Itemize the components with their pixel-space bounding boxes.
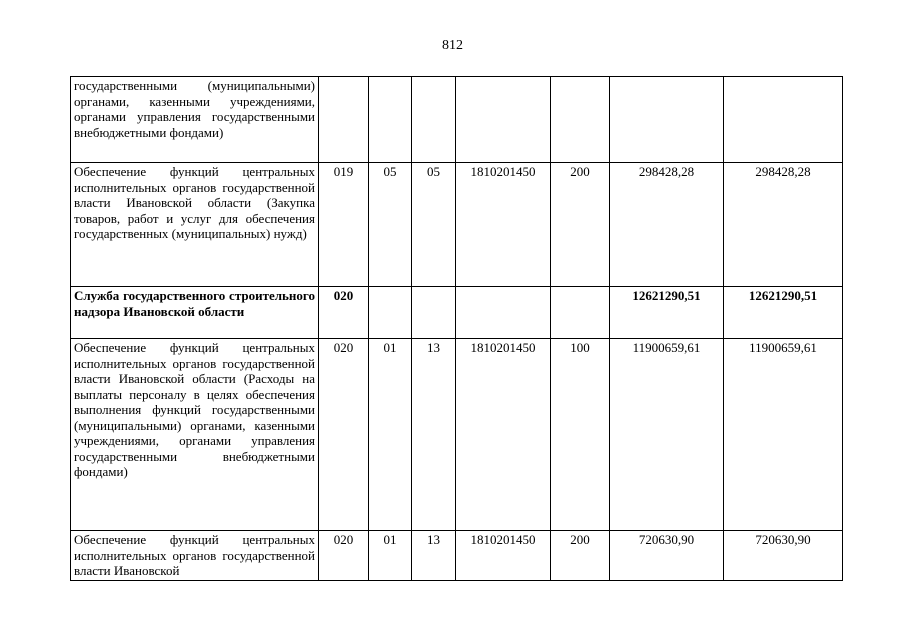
amount-year-2: 298428,28 [724,163,843,287]
subsection-code: 13 [412,339,456,531]
expense-type-code: 100 [551,339,610,531]
target-article-code: 1810201450 [456,339,551,531]
amount-year-2 [724,77,843,163]
table-row [71,339,843,531]
row-description: Служба государственного строительного надзора Ивановской области [71,287,319,339]
target-article-code [456,77,551,163]
table-row [71,163,843,287]
amount-year-1: 720630,90 [610,531,724,581]
target-article-code: 1810201450 [456,531,551,581]
row-description: Обеспечение функций центральных исполнительных органов государственной власти Ивановской области (Закупка товаров, работ и услуг для обеспечения государственных (муниципальных) нужд) [71,163,319,287]
expense-type-code: 200 [551,531,610,581]
subsection-code: 13 [412,531,456,581]
ministry-code: 020 [319,287,369,339]
ministry-code: 020 [319,339,369,531]
amount-year-1: 298428,28 [610,163,724,287]
target-article-code [456,287,551,339]
ministry-code [319,77,369,163]
ministry-code: 019 [319,163,369,287]
amount-year-2: 11900659,61 [724,339,843,531]
budget-table [70,76,843,581]
section-code [369,77,412,163]
expense-type-code [551,77,610,163]
table-row [71,287,843,339]
expense-type-code: 200 [551,163,610,287]
amount-year-2: 720630,90 [724,531,843,581]
section-code: 05 [369,163,412,287]
expense-type-code [551,287,610,339]
subsection-code: 05 [412,163,456,287]
row-description: государственными (муниципальными) органами, казенными учреждениями, органами управления государственными внебюджетными фондами) [71,77,319,163]
subsection-code [412,77,456,163]
amount-year-1 [610,77,724,163]
table-row [71,531,843,581]
subsection-code [412,287,456,339]
amount-year-1: 12621290,51 [610,287,724,339]
amount-year-1: 11900659,61 [610,339,724,531]
section-code [369,287,412,339]
section-code: 01 [369,531,412,581]
target-article-code: 1810201450 [456,163,551,287]
amount-year-2: 12621290,51 [724,287,843,339]
page-number: 812 [442,38,463,53]
table-row [71,77,843,163]
row-description: Обеспечение функций центральных исполнительных органов государственной власти Ивановской области (Расходы на выплаты персоналу в целях обеспечения выполнения функций государственными (муниципальными) органами, казенными учреждениями, органами управления государственными внебюджетными фондами) [71,339,319,531]
ministry-code: 020 [319,531,369,581]
section-code: 01 [369,339,412,531]
row-description: Обеспечение функций центральных исполнительных органов государственной власти Ивановской [71,531,319,581]
